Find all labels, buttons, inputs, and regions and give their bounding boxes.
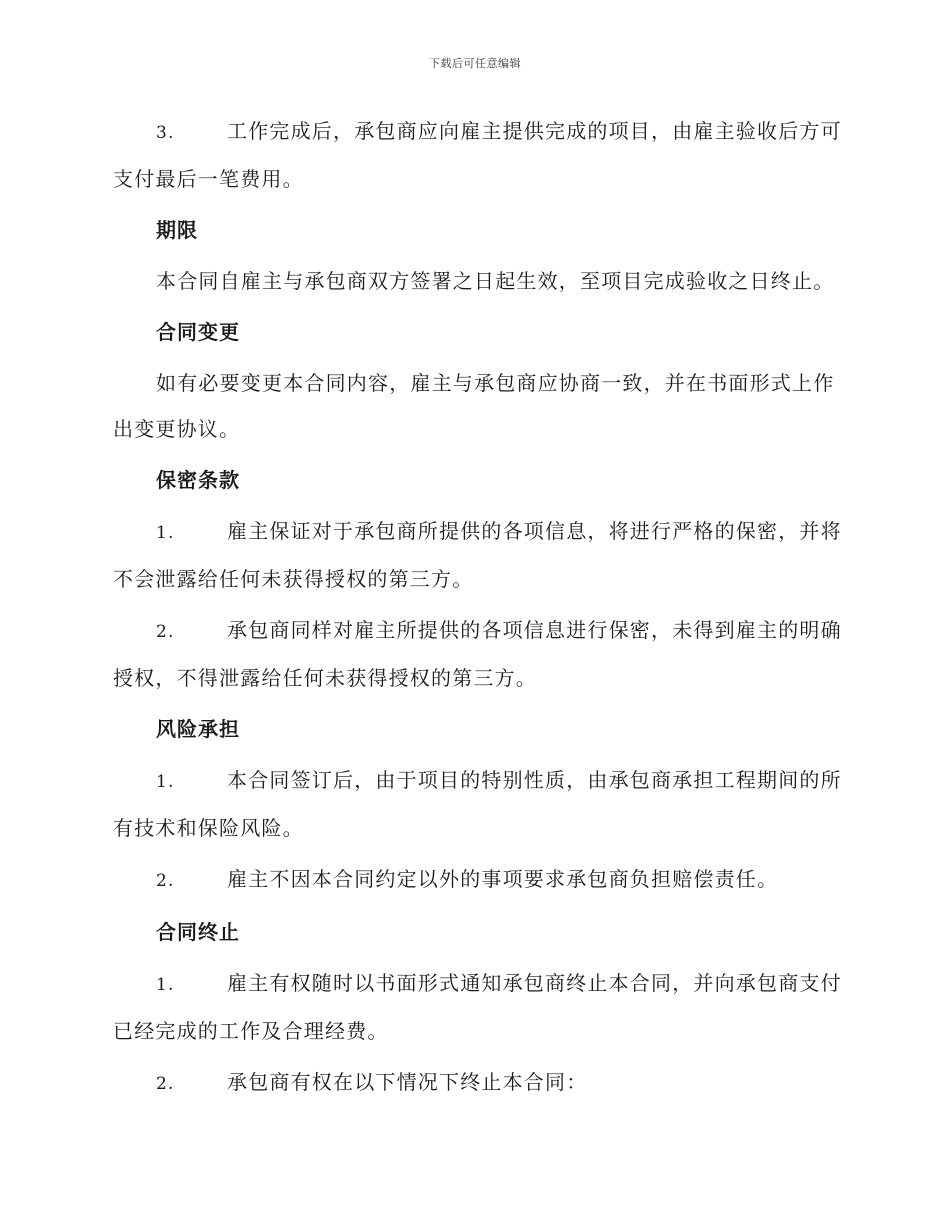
clause-number: 2.: [156, 1074, 175, 1094]
section-heading: 保密条款: [156, 468, 240, 492]
clause-item: [113, 508, 843, 602]
clause-item: [113, 960, 843, 1054]
section-heading: 期限: [156, 218, 198, 242]
clause-number: 3.: [156, 123, 175, 143]
clause-text: 承包商同样对雇主所提供的各项信息进行保密，未得到雇主的明确授权，不得泄露给任何未获得授权的第三方。: [113, 618, 842, 690]
clause-item: [113, 1059, 843, 1107]
clause-text: 工作完成后，承包商应向雇主提供完成的项目，由雇主验收后方可支付最后一笔费用。: [113, 119, 842, 191]
clause-number: 1.: [156, 772, 175, 792]
clause-number: 2.: [156, 871, 175, 891]
clause-item: [113, 856, 843, 904]
clause-number: 1.: [156, 523, 175, 543]
clause-item: [113, 607, 843, 701]
clause-item: [113, 108, 843, 202]
clause-text: 雇主保证对于承包商所提供的各项信息，将进行严格的保密，并将不会泄露给任何未获得授权的第三方。: [113, 519, 842, 591]
clause-number: 2.: [156, 622, 175, 642]
paragraph: 本合同自雇主与承包商双方签署之日起生效，至项目完成验收之日终止。: [156, 269, 835, 293]
clause-text: 本合同签订后，由于项目的特别性质，由承包商承担工程期间的所有技术和保险风险。: [113, 768, 842, 840]
clause-text: 承包商有权在以下情况下终止本合同：: [227, 1070, 588, 1094]
section-heading: 合同终止: [156, 920, 240, 944]
paragraph: 如有必要变更本合同内容，雇主与承包商应协商一致，并在书面形式上作出变更协议。: [113, 371, 835, 441]
section-heading: 合同变更: [156, 320, 240, 344]
clause-text: 雇主有权随时以书面形式通知承包商终止本合同，并向承包商支付已经完成的工作及合理经费。: [113, 971, 842, 1043]
clause-number: 1.: [156, 975, 175, 995]
section-heading: 风险承担: [156, 717, 240, 741]
document-body: [113, 108, 843, 1112]
page-header: 下载后可任意编辑: [429, 57, 521, 70]
clause-text: 雇主不因本合同约定以外的事项要求承包商负担赔偿责任。: [227, 867, 779, 891]
clause-item: [113, 757, 843, 851]
